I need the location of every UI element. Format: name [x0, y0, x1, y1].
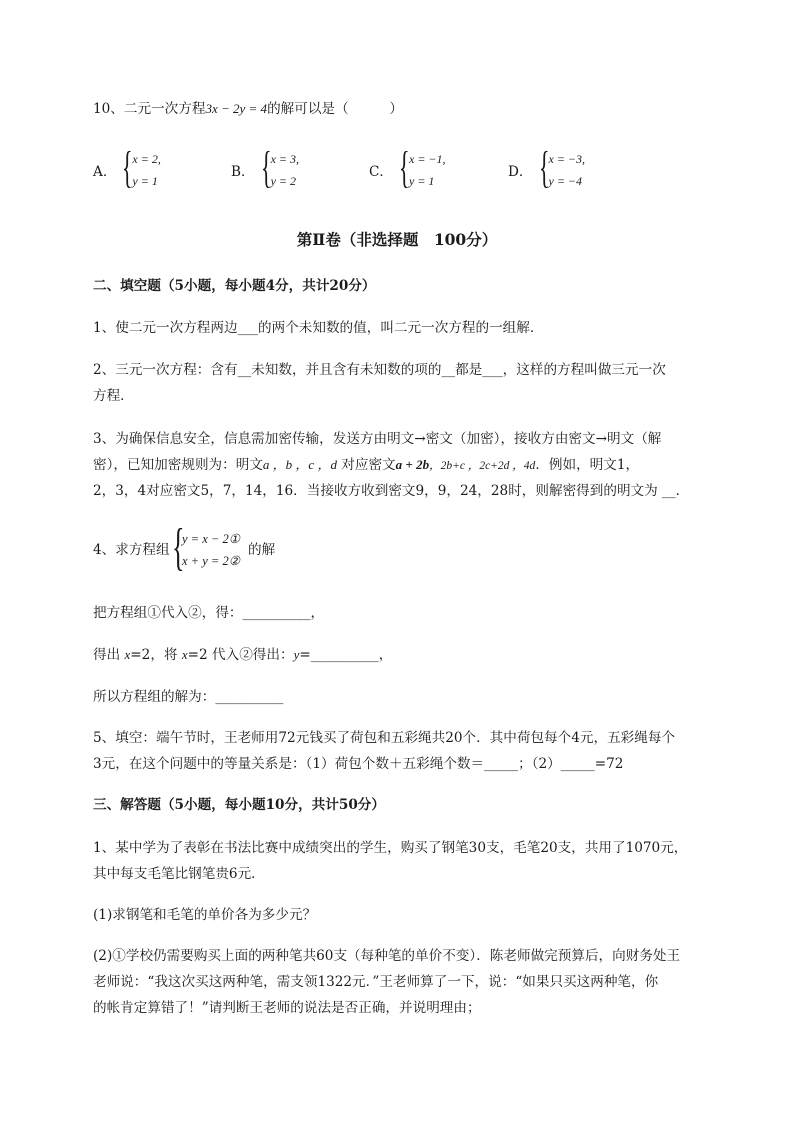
system-eq-1: y = x − 2①: [182, 532, 240, 546]
q10-stem: [93, 99, 403, 119]
equation-system: [409, 150, 446, 190]
part-two-heading: 第Ⅱ卷（非选择题 100分）: [296, 230, 498, 249]
brace-icon: {: [399, 143, 410, 192]
step2-text: =2，将: [130, 647, 182, 663]
equation-system: [271, 150, 299, 190]
option-letter: D．: [508, 164, 533, 180]
q3-plain-vars: a ，b ，c ，d: [262, 457, 337, 472]
fill-q2-line2: 方程．: [93, 388, 134, 404]
q10-option-a[interactable]: [93, 143, 161, 192]
fill-q4-step3: 所以方程组的解为：__________: [93, 689, 284, 705]
q10-prefix: 10、二元一次方程: [93, 101, 206, 117]
fill-q3-line3: 2，3，4对应密文5，7，14，16．当接收方收到密文9，9，24，28时，则解密得到的明文为 __．: [93, 483, 690, 499]
fill-q4-prefix: 4、求方程组: [93, 542, 170, 558]
system-eq-1: x = −1,: [409, 152, 446, 166]
q10-suffix: 的解可以是（ ）: [267, 101, 403, 117]
fill-q5-line2: 3元，在这个问题中的等量关系是：（1）荷包个数＋五彩绳个数＝_____；（2）_____=72: [93, 756, 624, 772]
option-letter: A．: [93, 164, 117, 180]
fill-q5-line1: 5、填空：端午节时，王老师用72元钱买了荷包和五彩绳共20个．其中荷包每个4元，五彩绳每个: [93, 730, 676, 746]
brace-icon: {: [172, 519, 185, 576]
q3-text-a: 密），已知加密规则为：明文: [93, 457, 263, 473]
fill-q4-suffix: 的解: [248, 542, 276, 558]
fill-q4-step2: [93, 645, 392, 665]
step2-text: =__________，: [299, 647, 393, 663]
fill-q1: 1、使二元一次方程两边___的两个未知数的值，叫二元一次方程的一组解．: [93, 320, 544, 336]
step2-text: 得出: [93, 647, 125, 663]
fill-q3-line2: [93, 455, 639, 476]
brace-icon: {: [122, 143, 133, 192]
q10-option-b[interactable]: [231, 143, 300, 192]
system-eq-2: x + y = 2②: [182, 554, 240, 568]
solve-q1-line1: 1、某中学为了表彰在书法比赛中成绩突出的学生，购买了钢笔30支，毛笔20支，共用了1070元，: [93, 840, 688, 856]
brace-icon: {: [260, 143, 272, 192]
q3-cipher-rest: ，2b+c ，2c+2d ，4d: [429, 460, 536, 472]
section-three-title: 三、解答题（5小题，每小题10分，共计50分）: [93, 797, 385, 813]
q3-cipher-first: a + 2b: [395, 457, 430, 472]
solve-q1-sub1: (1)求钢笔和毛笔的单价各为多少元？: [93, 907, 317, 923]
q3-text-c: ．例如，明文1，: [535, 457, 640, 473]
var-x: x: [181, 647, 188, 662]
fill-q2-line1: 2、三元一次方程：含有__未知数，并且含有未知数的项的__都是___，这样的方程叫做三元一次: [93, 362, 666, 378]
q10-equation: 3x − 2y = 4: [205, 101, 268, 116]
var-y: y: [293, 647, 300, 662]
q10-option-d[interactable]: [508, 143, 586, 192]
equation-system: [549, 150, 586, 190]
q10-option-c[interactable]: [369, 143, 446, 192]
q4-equation-system: [172, 519, 240, 576]
step2-text: =2 代入②得出：: [187, 647, 294, 663]
system-eq-2: y = −4: [548, 174, 583, 188]
brace-icon: {: [538, 143, 550, 192]
solve-q1-line2: 其中每支毛笔比钢笔贵6元．: [93, 866, 265, 882]
system-eq-2: y = 2: [270, 174, 297, 188]
equation-system: [182, 528, 240, 572]
system-eq-1: x = −3,: [548, 152, 586, 166]
system-eq-1: x = 2,: [132, 152, 161, 166]
var-x: x: [124, 647, 131, 662]
fill-q3-line1: 3、为确保信息安全，信息需加密传输，发送方由明文→密文（加密），接收方由密文→明文（解: [93, 431, 662, 447]
solve-q1-sub2-line3: 的帐肯定算错了！”请判断王老师的说法是否正确，并说明理由；: [93, 1000, 481, 1016]
option-letter: C．: [369, 164, 393, 180]
system-eq-2: y = 1: [132, 174, 158, 188]
system-eq-1: x = 3,: [270, 152, 300, 166]
q3-text-b: 对应密文: [341, 457, 396, 473]
fill-q4-step1: 把方程组①代入②，得：__________，: [93, 605, 325, 621]
option-letter: B．: [231, 164, 255, 180]
solve-q1-sub2-line1: (2)①学校仍需要购买上面的两种笔共60支（每种笔的单价不变）．陈老师做完预算后，向财务处王: [93, 948, 681, 964]
equation-system: [132, 150, 160, 190]
solve-q1-sub2-line2: 老师说：“我这次买这两种笔，需支领1322元．”王老师算了一下，说：“如果只买这两种笔，你: [93, 974, 659, 990]
section-two-title: 二、填空题（5小题，每小题4分，共计20分）: [93, 278, 376, 294]
system-eq-2: y = 1: [409, 174, 435, 188]
